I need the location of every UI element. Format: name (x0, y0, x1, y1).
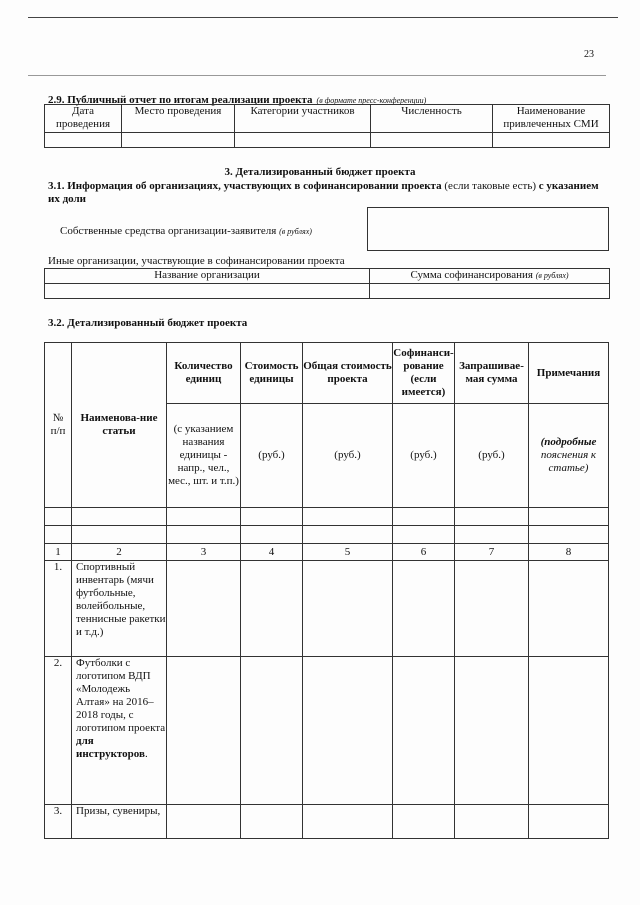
col-notes: Примечания (529, 343, 609, 404)
section-3-2-title: 3.2. Детализированный бюджет проекта (48, 317, 248, 329)
col-total-unit: (руб.) (303, 404, 393, 508)
row-number: 1. (45, 561, 72, 657)
row-item-name-end: . (144, 748, 148, 760)
own-funds-box (367, 207, 609, 251)
top-border-line (28, 17, 618, 18)
section-2-9-title: 2.9. Публичный отчет по итогам реализации проекта (48, 94, 313, 106)
col-requested: Запрашивае-мая сумма (455, 343, 529, 404)
col-requested-unit: (руб.) (455, 404, 529, 508)
row-number: 2. (45, 657, 72, 805)
col-date: Дата проведения (45, 105, 122, 133)
col-number-8: 8 (529, 544, 609, 561)
col-cofin-unit: (руб.) (393, 404, 455, 508)
table-row (45, 657, 609, 805)
col-co-sum-note: (в рублях) (535, 271, 569, 280)
row-item-name: Спортивный инвентарь (мячи футбольные, волейбольные, теннисные ракетки и т.д.) (72, 561, 167, 657)
col-place: Место проведения (122, 105, 235, 133)
col-num (45, 343, 72, 508)
col-cost: Стоимость единицы (241, 343, 303, 404)
row-item-name: Призы, сувениры, (72, 805, 167, 839)
table-row (45, 526, 609, 544)
col-co-sum (370, 269, 610, 284)
table-row (45, 805, 609, 839)
row-number: 3. (45, 805, 72, 839)
section-3-1-title-end: с указанием их доли (48, 180, 599, 205)
row-item-name-bold: для инструкторов (76, 735, 145, 760)
col-participants: Категории участников (235, 105, 371, 133)
col-count: Численность (371, 105, 493, 133)
section-3-1-heading (48, 180, 608, 206)
public-report-table (44, 104, 610, 148)
page-number: 23 (584, 49, 594, 60)
co-financing-table (44, 268, 610, 299)
col-notes-italic: пояснения к статье) (540, 449, 597, 474)
col-total: Общая стоимость проекта (303, 343, 393, 404)
row-item-name (72, 657, 167, 805)
section-3-title: 3. Детализированный бюджет проекта (224, 166, 416, 178)
col-qty: Количество единиц (167, 343, 241, 404)
table-row (45, 508, 609, 526)
col-notes-detail (529, 404, 609, 508)
col-qty-note: (с указанием названия единицы - напр., чел., мес., шт. и т.п.) (167, 404, 241, 508)
column-number-row (45, 544, 609, 561)
table-row (45, 133, 610, 148)
section-3-1-title: 3.1. Информация об организациях, участвующих в софинансировании проекта (48, 180, 442, 192)
col-number-6: 6 (393, 544, 455, 561)
col-number-4: 4 (241, 544, 303, 561)
own-funds-label: Собственные средства организации-заявителя (60, 225, 277, 237)
col-cost-unit: (руб.) (241, 404, 303, 508)
section-2-9-note: (в формате пресс-конференции) (316, 96, 427, 105)
col-media: Наименование привлеченных СМИ (493, 105, 610, 133)
col-num-label: № п/п (50, 412, 66, 437)
col-number-1: 1 (45, 544, 72, 561)
budget-table (44, 342, 609, 839)
col-co-sum-label: Сумма софинансирования (410, 269, 533, 281)
own-funds-note: (в рублях) (279, 227, 312, 236)
col-name: Наименова-ние статьи (72, 343, 167, 508)
col-cofin: Софинанси-рование (если имеется) (393, 343, 455, 404)
row-item-name-text: Футболки с логотипом ВДП «Молодежь Алтая» на 2016–2018 годы, с логотипом проекта (76, 657, 166, 734)
col-number-3: 3 (167, 544, 241, 561)
col-number-5: 5 (303, 544, 393, 561)
other-orgs-label: Иные организации, участвующие в софинансировании проекта (48, 255, 345, 267)
table-row (45, 284, 610, 299)
header-rule (28, 75, 606, 76)
col-notes-bold: (подробные (540, 436, 597, 448)
table-row (45, 561, 609, 657)
section-3-1-note: (если таковые есть) (441, 180, 539, 192)
own-funds-row (60, 225, 312, 238)
col-number-7: 7 (455, 544, 529, 561)
col-org-name: Название организации (45, 269, 370, 284)
col-number-2: 2 (72, 544, 167, 561)
